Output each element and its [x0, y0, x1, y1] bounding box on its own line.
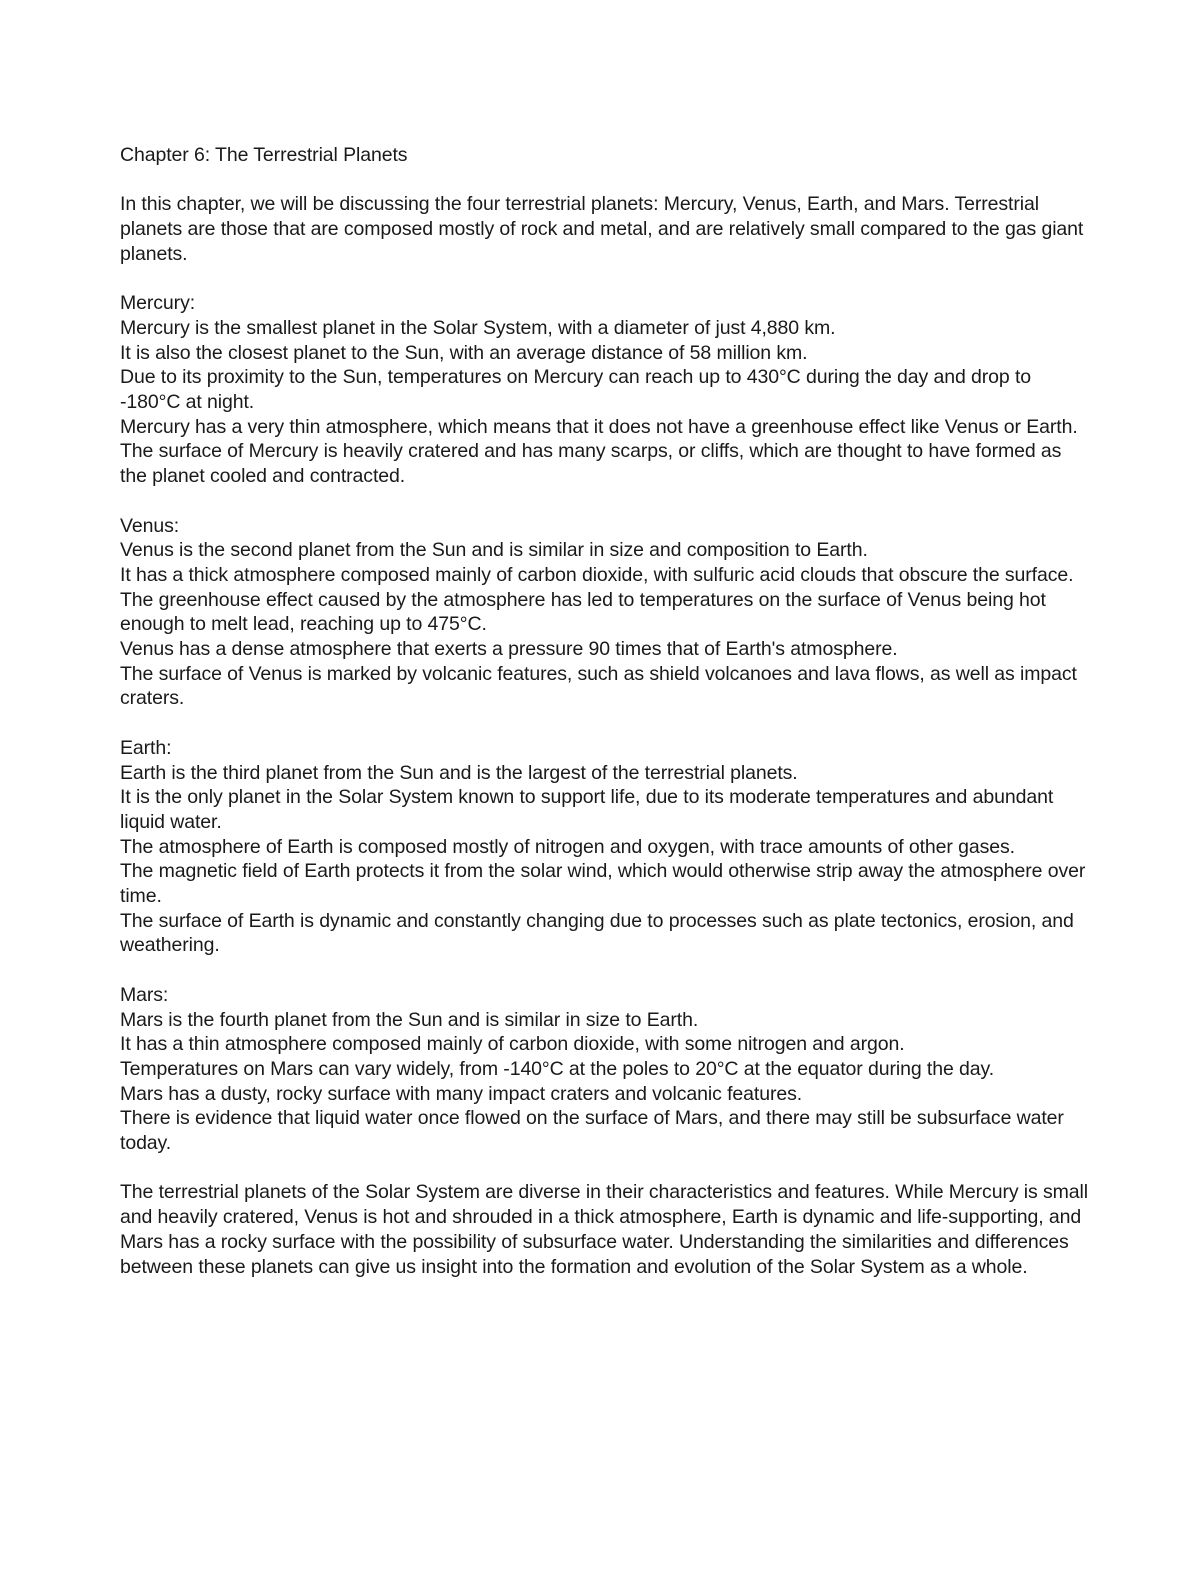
- chapter-title: Chapter 6: The Terrestrial Planets: [120, 144, 408, 166]
- section-line: Mercury is the smallest planet in the Solar System, with a diameter of just 4,880 km.: [120, 316, 836, 339]
- section-line: It is the only planet in the Solar System known to support life, due to its moderate temperatures and abundant liquid water.: [120, 786, 1054, 833]
- conclusion-paragraph: The terrestrial planets of the Solar System are diverse in their characteristics and features. While Mercury is small and heavily cratered, Venus is hot and shrouded in a thick atmosphere, Earth is dynamic and life-supporting, and Mars has a rocky surface with the possibility of subsurface water. Understanding the similarities and differences between these planets can give us insight into the formation and evolution of the Solar System as a whole.: [120, 1181, 1089, 1278]
- section-mercury: [120, 291, 1090, 489]
- section-line: Temperatures on Mars can vary widely, from -140°C at the poles to 20°C at the equator during the day.: [120, 1057, 995, 1080]
- section-venus: [120, 514, 1090, 712]
- section-line: It has a thick atmosphere composed mainly of carbon dioxide, with sulfuric acid clouds that obscure the surface.: [120, 563, 1074, 586]
- document-page: [120, 143, 1090, 1279]
- section-mars: [120, 983, 1090, 1156]
- section-heading: Venus:: [120, 514, 180, 537]
- section-line: The atmosphere of Earth is composed mostly of nitrogen and oxygen, with trace amounts of other gases.: [120, 835, 1015, 858]
- section-line: Mars is the fourth planet from the Sun and is similar in size to Earth.: [120, 1008, 699, 1031]
- section-line: The surface of Earth is dynamic and constantly changing due to processes such as plate tectonics, erosion, and weathering.: [120, 909, 1074, 957]
- intro-paragraph: In this chapter, we will be discussing the four terrestrial planets: Mercury, Venus, Earth, and Mars. Terrestrial planets are those that are composed mostly of rock and metal, and are relatively small compared to the gas giant planets.: [120, 193, 1084, 265]
- section-line: There is evidence that liquid water once flowed on the surface of Mars, and there may still be subsurface water today.: [120, 1107, 1064, 1155]
- section-line: Mercury has a very thin atmosphere, which means that it does not have a greenhouse effect like Venus or Earth.: [120, 415, 1078, 438]
- section-line: Earth is the third planet from the Sun and is the largest of the terrestrial planets.: [120, 761, 798, 784]
- section-line: It has a thin atmosphere composed mainly of carbon dioxide, with some nitrogen and argon.: [120, 1033, 905, 1056]
- section-heading: Mars:: [120, 983, 169, 1006]
- section-line: Mars has a dusty, rocky surface with many impact craters and volcanic features.: [120, 1082, 803, 1105]
- section-line: The magnetic field of Earth protects it from the solar wind, which would otherwise strip away the atmosphere over time.: [120, 860, 1086, 908]
- section-heading: Mercury:: [120, 292, 196, 315]
- section-line: The greenhouse effect caused by the atmosphere has led to temperatures on the surface of Venus being hot enough to melt lead, reaching up to 475°C.: [120, 588, 1046, 636]
- section-heading: Earth:: [120, 736, 172, 759]
- section-earth: [120, 736, 1090, 958]
- section-line: Venus is the second planet from the Sun and is similar in size and composition to Earth.: [120, 539, 868, 562]
- section-line: It is also the closest planet to the Sun, with an average distance of 58 million km.: [120, 341, 808, 364]
- section-line: Due to its proximity to the Sun, temperatures on Mercury can reach up to 430°C during the day and drop to -180°C at night.: [120, 366, 1032, 413]
- section-line: The surface of Venus is marked by volcanic features, such as shield volcanoes and lava flows, as well as impact craters.: [120, 662, 1077, 710]
- section-line: Venus has a dense atmosphere that exerts a pressure 90 times that of Earth's atmosphere.: [120, 638, 898, 661]
- section-line: The surface of Mercury is heavily cratered and has many scarps, or cliffs, which are thought to have formed as the planet cooled and contracted.: [120, 440, 1062, 488]
